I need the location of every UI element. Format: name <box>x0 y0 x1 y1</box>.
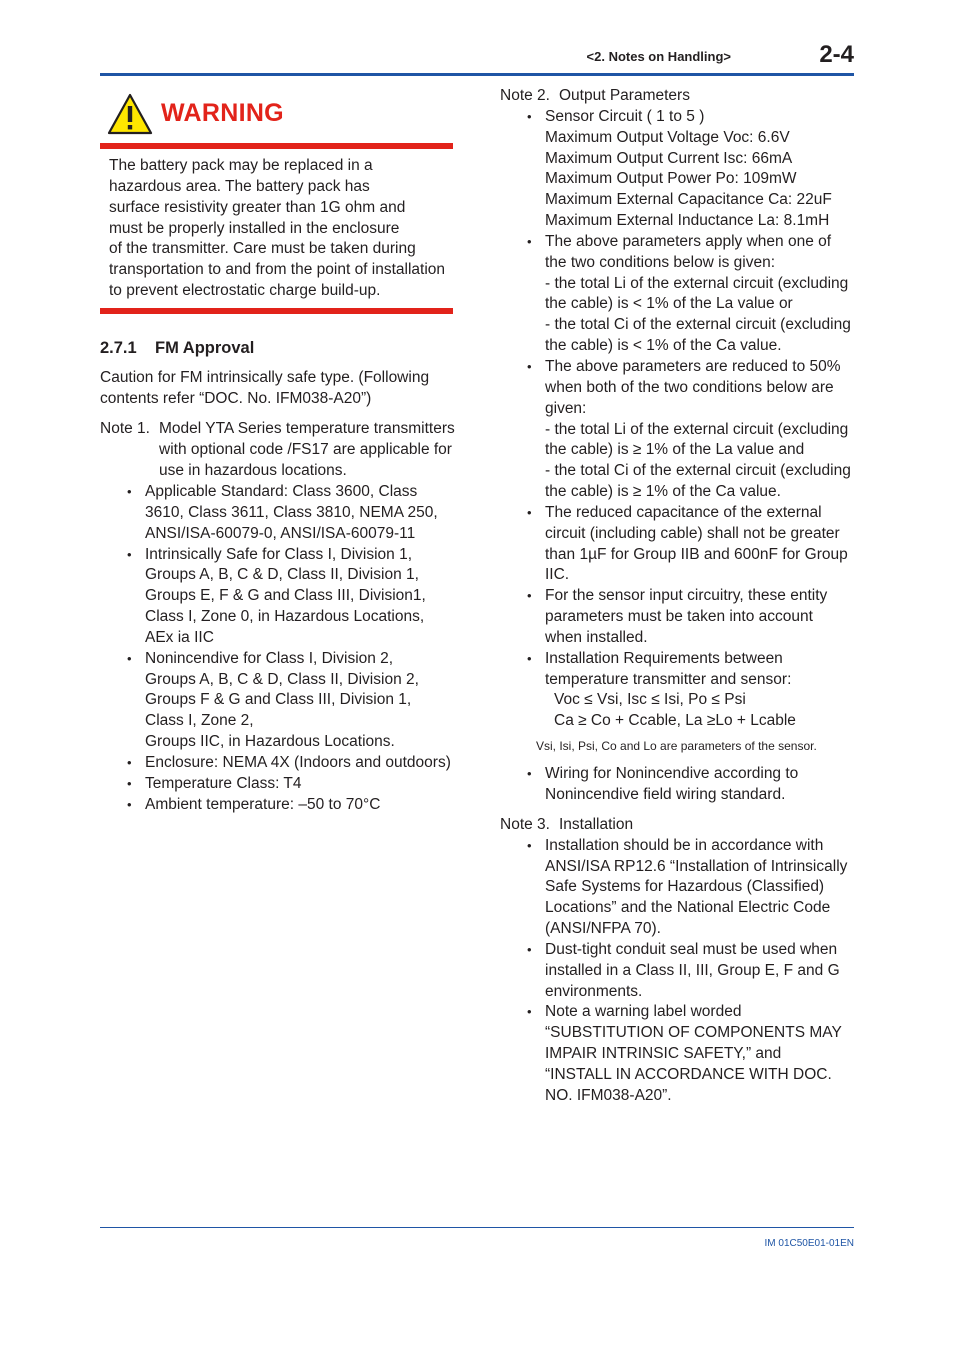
dash-line: the cable) is ≥ 1% of the Ca value. <box>545 483 781 501</box>
document-code: IM 01C50E01-01EN <box>764 1238 854 1249</box>
note-3-title: Installation <box>559 815 634 833</box>
note-2-wiring <box>500 764 860 806</box>
bullet-line: • Sensor Circuit ( 1 to 5 ) <box>545 107 705 125</box>
bullet-item <box>527 764 860 806</box>
warning-triangle-icon <box>107 93 153 135</box>
bullet-line: Groups E, F & G and Class III, Division1, <box>145 587 426 605</box>
bullet-line: the two conditions below is given: <box>545 253 776 271</box>
dash-item <box>545 420 860 462</box>
bullet-item <box>527 107 860 232</box>
bullet-line: Class I, Zone 2, <box>145 712 254 730</box>
bullet-item <box>527 357 860 503</box>
note-2-bullets <box>500 107 860 732</box>
bullet-line: • Installation should be in accordance with <box>545 836 824 854</box>
warning-line: surface resistivity greater than 1G ohm and <box>109 198 406 216</box>
warning-line: hazardous area. The battery pack has <box>109 177 370 195</box>
warning-bottom-bar <box>100 308 453 314</box>
warning-text <box>100 149 456 308</box>
bullet-item <box>127 795 456 816</box>
bullet-line: temperature transmitter and sensor: <box>545 670 792 688</box>
bullet-line: Groups A, B, C & D, Class II, Division 1, <box>145 566 419 584</box>
dash-item <box>545 461 860 503</box>
bullet-line: Maximum Output Voltage Voc: 6.6V <box>545 128 790 146</box>
note-line: with optional code /FS17 are applicable for <box>159 441 452 459</box>
warning-box <box>100 90 456 314</box>
note-1 <box>100 419 456 815</box>
bullet-item <box>527 232 860 357</box>
bullet-line: NO. IFM038-A20”. <box>545 1086 672 1104</box>
intro-line: contents refer “DOC. No. IFM038-A20”) <box>100 389 372 407</box>
bullet-line: environments. <box>545 982 643 1000</box>
bullet-line: • The above parameters apply when one of <box>545 232 832 250</box>
bullet-line: AEx ia IIC <box>145 628 214 646</box>
bullet-line: circuit (including cable) shall not be greater <box>545 524 840 542</box>
bullet-line: • Temperature Class: T4 <box>145 774 302 792</box>
dash-line: the cable) is < 1% of the Ca value. <box>545 337 782 355</box>
header-section-label: <2. Notes on Handling> <box>586 49 731 64</box>
left-column <box>100 90 456 815</box>
warning-line: to prevent electrostatic charge build-up. <box>109 282 381 300</box>
bullet-item <box>127 753 456 774</box>
bullet-line: “SUBSTITUTION OF COMPONENTS MAY <box>545 1024 842 1042</box>
bullet-line: installed in a Class II, III, Group E, F and G <box>545 961 840 979</box>
warning-line: must be properly installed in the enclosure <box>109 219 400 237</box>
note-2 <box>500 86 860 806</box>
section-title: FM Approval <box>155 338 255 357</box>
bullet-line: given: <box>545 399 587 417</box>
bullet-item <box>527 649 860 732</box>
bullet-line: Locations” and the National Electric Code <box>545 899 831 917</box>
bullet-line: 3610, Class 3611, Class 3810, NEMA 250, <box>145 503 438 521</box>
note-3 <box>500 815 860 1107</box>
bullet-line: Maximum External Capacitance Ca: 22uF <box>545 191 832 209</box>
intro-line: Caution for FM intrinsically safe type. (Following <box>100 368 430 386</box>
bullet-line: • The above parameters are reduced to 50% <box>545 357 841 375</box>
dash-item <box>545 274 860 316</box>
note-3-bullets <box>500 836 860 1107</box>
note-2-title: Output Parameters <box>559 87 690 104</box>
section-intro <box>100 368 456 410</box>
dash-line: the cable) is ≥ 1% of the La value and <box>545 441 805 459</box>
bullet-item <box>127 482 456 545</box>
bullet-line: Safe Systems for Hazardous (Classified) <box>545 878 825 896</box>
bullet-line: • Nonincendive for Class I, Division 2, <box>145 649 394 667</box>
bullet-line: • Ambient temperature: –50 to 70°C <box>145 795 381 813</box>
bullet-line: • Installation Requirements between <box>545 649 783 667</box>
bullet-item <box>527 503 860 586</box>
bullet-line: when installed. <box>545 628 648 646</box>
bullet-item <box>527 1002 860 1106</box>
note-1-text <box>159 419 456 482</box>
dash-line: - the total Li of the external circuit (excluding <box>545 274 849 292</box>
formula-line: Voc ≤ Vsi, Isc ≤ Isi, Po ≤ Psi <box>554 691 746 709</box>
section-number: 2.7.1 <box>100 338 137 357</box>
bullet-line: Maximum Output Power Po: 109mW <box>545 170 797 188</box>
footer-rule <box>100 1227 854 1228</box>
warning-line: transportation to and from the point of installation <box>109 261 446 279</box>
dash-line: - the total Ci of the external circuit (excluding <box>545 316 851 334</box>
bullet-line: • The reduced capacitance of the external <box>545 503 822 521</box>
bullet-line: ANSI/ISA RP12.6 “Installation of Intrinsically <box>545 857 848 875</box>
bullet-item <box>127 774 456 795</box>
note-1-label: Note 1. <box>100 420 150 438</box>
warning-title: WARNING <box>161 99 284 127</box>
bullet-line: IIC. <box>545 566 570 584</box>
bullet-line: • For the sensor input circuitry, these entity <box>545 587 828 605</box>
dash-line: - the total Li of the external circuit (excluding <box>545 420 849 438</box>
bullet-line: • Note a warning label worded <box>545 1003 742 1021</box>
dash-item <box>545 315 860 357</box>
bullet-line: “INSTALL IN ACCORDANCE WITH DOC. <box>545 1065 832 1083</box>
header-rule <box>100 73 854 76</box>
right-column <box>500 86 860 1107</box>
note-3-label: Note 3. <box>500 815 550 833</box>
bullet-line: parameters must be taken into account <box>545 608 813 626</box>
dash-line: the cable) is < 1% of the La value or <box>545 295 793 313</box>
bullet-item <box>127 545 456 649</box>
bullet-line: Nonincendive field wiring standard. <box>545 786 786 803</box>
note-1-bullets <box>100 482 456 816</box>
bullet-line: • Applicable Standard: Class 3600, Class <box>145 482 418 500</box>
bullet-line: ANSI/ISA-60079-0, ANSI/ISA-60079-11 <box>145 524 416 542</box>
bullet-line: Groups F & G and Class III, Division 1, <box>145 691 412 709</box>
bullet-line: • Wiring for Nonincendive according to <box>545 765 799 783</box>
formula-line: Ca ≥ Co + Ccable, La ≥Lo + Lcable <box>554 712 796 730</box>
warning-line: of the transmitter. Care must be taken during <box>109 240 416 258</box>
note-line: use in hazardous locations. <box>159 462 347 480</box>
bullet-line: • Dust-tight conduit seal must be used when <box>545 940 838 958</box>
note-2-label: Note 2. <box>500 87 550 104</box>
page-number: 2-4 <box>819 41 854 68</box>
bullet-line: • Enclosure: NEMA 4X (Indoors and outdoors) <box>145 753 451 771</box>
bullet-item <box>527 586 860 649</box>
section-heading <box>100 338 456 359</box>
bullet-line: Maximum External Inductance La: 8.1mH <box>545 212 830 230</box>
bullet-line: Groups IIC, in Hazardous Locations. <box>145 733 395 751</box>
bullet-item <box>527 940 860 1003</box>
bullet-line: • Intrinsically Safe for Class I, Division 1, <box>145 545 413 563</box>
bullet-line: when both of the two conditions below are <box>545 378 834 396</box>
warning-header <box>100 90 456 143</box>
bullet-item <box>127 649 456 753</box>
bullet-line: Class I, Zone 0, in Hazardous Locations, <box>145 608 425 626</box>
bullet-line: Groups A, B, C & D, Class II, Division 2, <box>145 670 419 688</box>
sensor-params-note: Vsi, Isi, Psi, Co and Lo are parameters of the sensor. <box>536 739 817 754</box>
dash-line: - the total Ci of the external circuit (excluding <box>545 462 851 480</box>
bullet-line: (ANSI/NFPA 70). <box>545 920 661 938</box>
bullet-line: Maximum Output Current Isc: 66mA <box>545 149 793 167</box>
bullet-item <box>527 836 860 940</box>
warning-line: The battery pack may be replaced in a <box>109 157 373 174</box>
note-line: Model YTA Series temperature transmitters <box>159 420 455 438</box>
bullet-line: than 1µF for Group IIB and 600nF for Group <box>545 545 848 563</box>
bullet-line: IMPAIR INTRINSIC SAFETY,” and <box>545 1045 782 1063</box>
